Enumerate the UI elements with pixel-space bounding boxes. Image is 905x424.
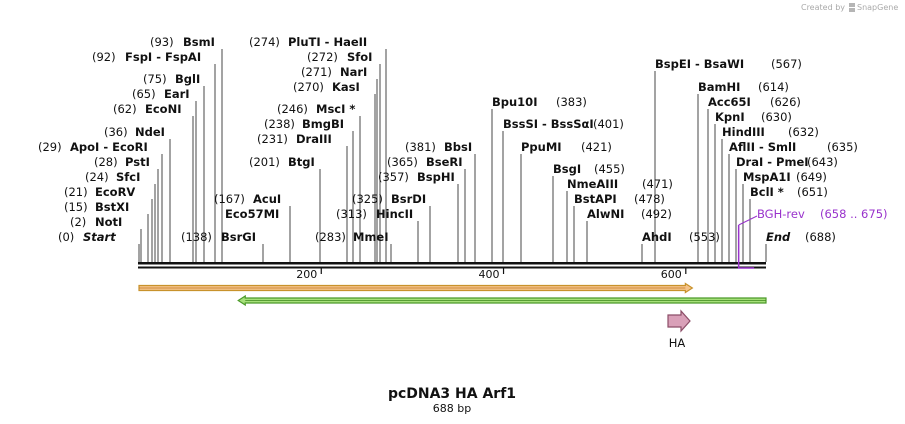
site-name: MspA1I [743,170,791,184]
site-name: NdeI [135,125,165,139]
site-position: (630) [761,110,792,124]
site-name: ApoI - EcoRI [70,140,148,154]
site-name: BseRI [426,155,463,169]
site-label[interactable] [722,125,819,139]
site-position: (567) [771,57,802,71]
site-label[interactable] [94,155,150,169]
site-position: (36) [104,125,128,139]
primer-range: (658 .. 675) [820,207,888,221]
features [139,284,766,351]
site-name: BspHI [417,170,455,184]
site-name: AlwNI [587,207,625,221]
site-position: (381) [405,140,436,154]
site-name: Acc65I [708,95,751,109]
site-name: Bpu10I [492,95,538,109]
site-label[interactable] [277,102,355,116]
site-name: End [766,230,791,244]
site-position: (93) [150,35,174,49]
site-label[interactable] [58,230,116,244]
site-label[interactable] [503,117,624,131]
site-label[interactable] [729,140,858,154]
site-name: AhdI [642,230,672,244]
site-position: (455) [594,162,625,176]
site-position: (138) [181,230,212,244]
site-name: SfcI [116,170,141,184]
site-label[interactable] [249,35,367,49]
site-name: NarI [340,65,368,79]
site-position: (365) [387,155,418,169]
site-name: HindIII [722,125,765,139]
site-position: (21) [64,185,88,199]
site-name: BspEI - BsaWI [655,57,745,71]
site-name: BssSI - BssSαI [503,117,594,131]
site-label[interactable] [301,65,367,79]
site-name: AflII - SmlI [729,140,797,154]
site-label[interactable] [104,125,165,139]
site-position: (421) [581,140,612,154]
site-name: BglI [175,72,201,86]
map-title: pcDNA3 HA Arf1 [387,386,517,402]
site-name: BsgI [553,162,582,176]
site-position: (401) [593,117,624,131]
created-by-text: Created by [800,3,845,12]
site-name: AcuI [253,192,282,206]
site-position: (272) [307,50,338,64]
site-name: BsrDI [391,192,427,206]
site-label[interactable] [225,207,279,221]
site-label[interactable] [698,80,789,94]
primer-leader [739,216,757,225]
site-name: BstXI [95,200,130,214]
site-label[interactable] [766,230,836,244]
site-position: (283) [315,230,346,244]
site-position: (688) [805,230,836,244]
site-name: KpnI [715,110,745,124]
site-name: BtgI [288,155,315,169]
site-label[interactable] [257,132,332,146]
site-position: (635) [827,140,858,154]
site-label[interactable] [132,87,190,101]
site-name: PluTI - HaeII [288,35,368,49]
site-label[interactable] [387,155,463,169]
site-label[interactable] [492,95,587,109]
site-position: (246) [277,102,308,116]
site-name: SfoI [347,50,373,64]
tick-label: 400 [478,268,500,281]
scale-ticks [296,268,686,281]
site-position: (270) [293,80,324,94]
map-length: 688 bp [432,402,472,415]
site-label[interactable] [249,155,315,169]
site-position: (92) [92,50,116,64]
site-position: (553) [689,230,720,244]
ha-tag-label: HA [668,336,686,350]
site-position: (0) [58,230,75,244]
site-name: KasI [332,80,360,94]
site-labels [38,35,858,244]
site-label[interactable] [315,230,389,244]
site-name: NmeAIII [567,177,619,191]
site-name: Eco57MI [225,207,280,221]
site-position: (471) [642,177,673,191]
site-name: PstI [125,155,150,169]
site-label[interactable] [587,207,672,221]
site-label[interactable] [736,155,838,169]
site-name: PpuMI [521,140,562,154]
site-label[interactable] [715,110,792,124]
site-label[interactable] [70,215,122,229]
site-label[interactable] [642,230,720,244]
site-label[interactable] [293,80,360,94]
site-label[interactable] [405,140,472,154]
site-label[interactable] [750,185,828,199]
site-position: (271) [301,65,332,79]
site-label[interactable] [38,140,148,154]
site-label[interactable] [113,102,181,116]
site-label[interactable] [181,230,256,244]
site-position: (357) [378,170,409,184]
site-position: (15) [64,200,88,214]
site-name: EcoNI [145,102,182,116]
site-name: BstAPI [574,192,617,206]
site-name: DraI - PmeI [736,155,809,169]
primer-arrow [739,225,754,268]
site-label[interactable] [743,170,827,184]
site-label[interactable] [64,185,135,199]
site-position: (626) [770,95,801,109]
site-label[interactable] [567,177,673,191]
site-name: BmgBI [302,117,345,131]
site-label[interactable] [521,140,612,154]
site-position: (651) [797,185,828,199]
site-position: (75) [143,72,167,86]
site-label[interactable] [85,170,140,184]
site-label[interactable] [64,200,129,214]
site-position: (65) [132,87,156,101]
site-position: (614) [758,80,789,94]
site-position: (383) [556,95,587,109]
site-position: (29) [38,140,62,154]
site-position: (325) [352,192,383,206]
site-label[interactable] [574,192,665,206]
tick-label: 600 [660,268,682,281]
site-position: (167) [214,192,245,206]
site-label[interactable] [143,72,200,86]
site-position: (28) [94,155,118,169]
site-name: EcoRV [95,185,136,199]
tick-label: 200 [296,268,318,281]
site-position: (274) [249,35,280,49]
site-label[interactable] [264,117,344,131]
site-position: (238) [264,117,295,131]
site-name: BsmI [183,35,215,49]
site-name: EarI [164,87,190,101]
site-name: BsrGI [221,230,256,244]
site-position: (201) [249,155,280,169]
site-label[interactable] [150,35,215,49]
snapgene-logo-icon [849,3,855,12]
site-name: MmeI [353,230,389,244]
site-name: FspI - FspAI [125,50,202,64]
ha-tag-arrow[interactable] [668,311,690,331]
site-position: (231) [257,132,288,146]
snapgene-brand: SnapGene [857,3,899,12]
site-name: MscI * [316,102,356,116]
site-name: BamHI [698,80,741,94]
site-name: NotI [95,215,123,229]
site-label[interactable] [553,162,625,176]
site-label[interactable] [378,170,455,184]
site-position: (643) [807,155,838,169]
site-label[interactable] [352,192,426,206]
site-name: BclI * [750,185,784,199]
site-position: (2) [70,215,87,229]
site-position: (649) [796,170,827,184]
site-label[interactable] [655,57,802,71]
site-label[interactable] [214,192,281,206]
site-name: Start [83,230,116,244]
site-position: (62) [113,102,137,116]
site-label[interactable] [708,95,801,109]
site-position: (492) [641,207,672,221]
primer-name: BGH-rev [757,207,805,221]
site-name: HincII [376,207,414,221]
site-label[interactable] [92,50,201,64]
site-name: BbsI [444,140,473,154]
site-position: (24) [85,170,109,184]
site-position: (632) [788,125,819,139]
site-name: DraIII [296,132,332,146]
site-position: (313) [336,207,367,221]
site-label[interactable] [307,50,372,64]
site-position: (478) [634,192,665,206]
